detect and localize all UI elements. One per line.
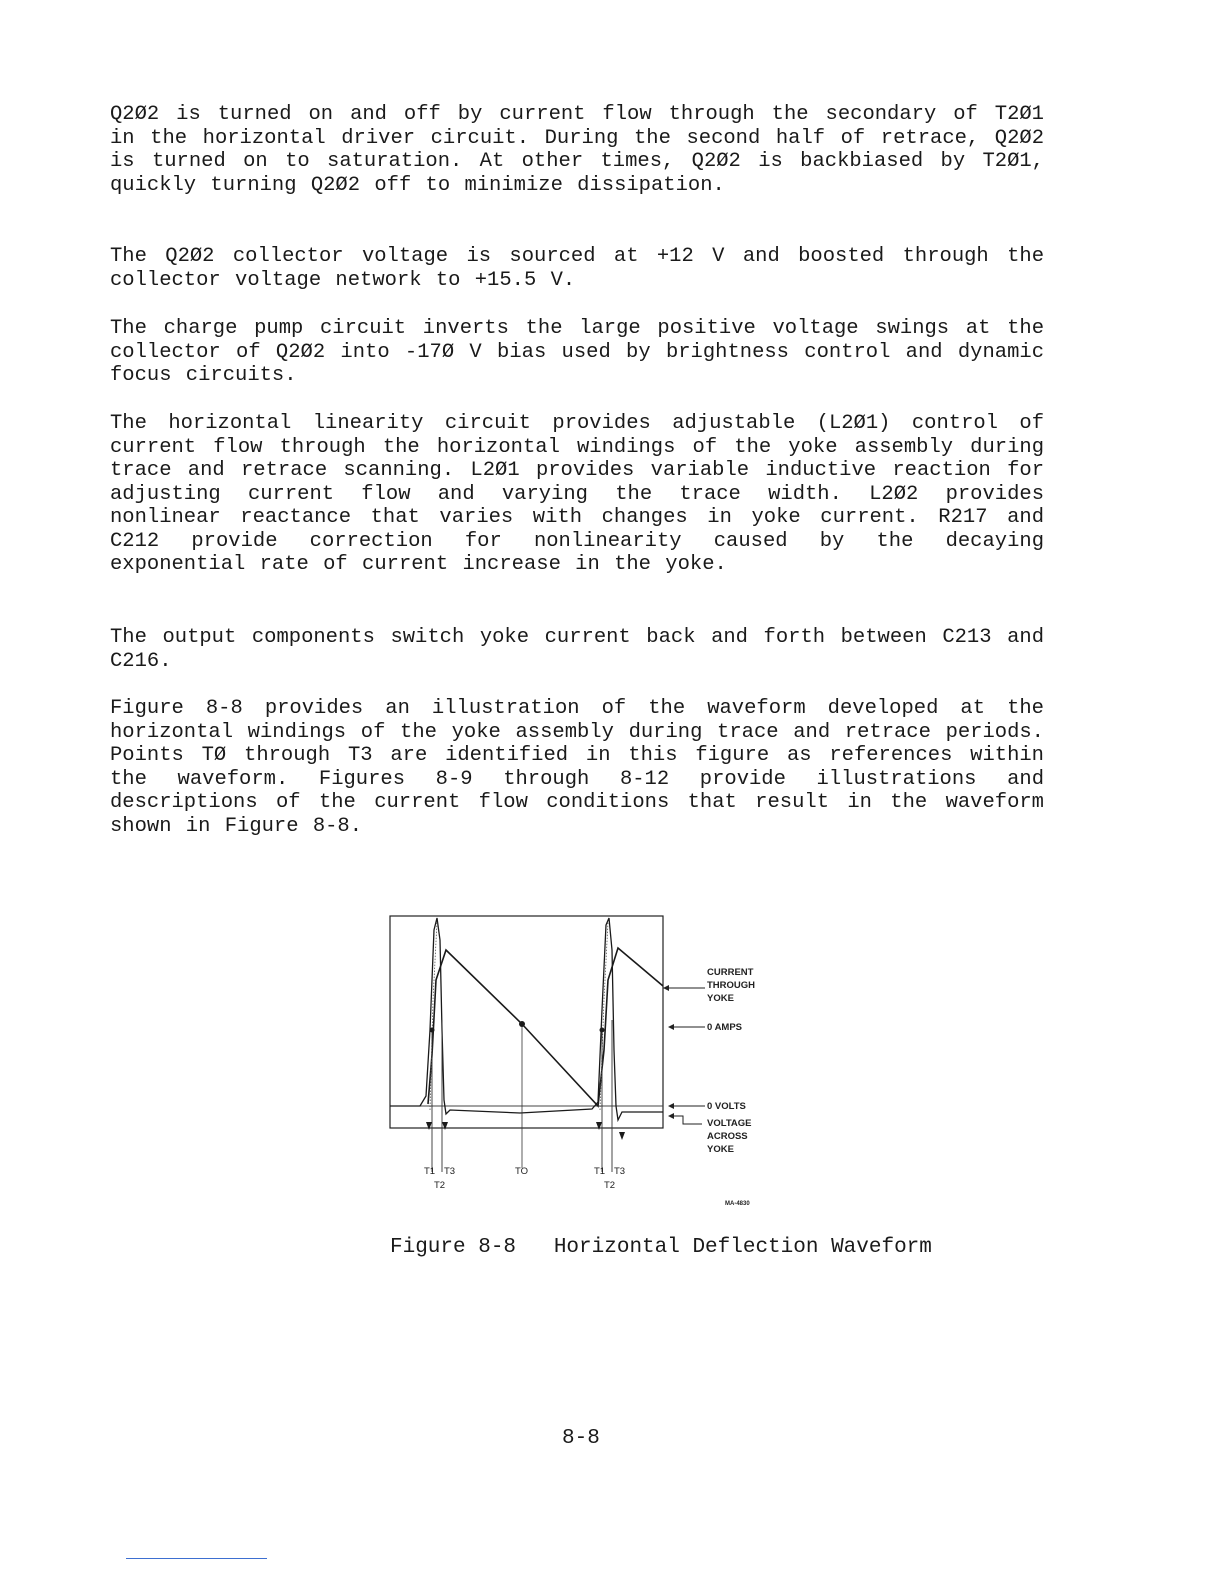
- marker-dot: [600, 1028, 605, 1033]
- voltage-across-yoke-label: VOLTAGE ACROSS YOKE: [707, 1118, 752, 1155]
- paragraph-q202-switching: Q2Ø2 is turned on and off by current flow through the secondary of T2Ø1 in the horizontal driver circuit. During the second half of retrace, Q2Ø2 is turned on to saturation. At other times, Q2Ø2 is backbiased by T2Ø1, quickly turning Q2Ø2 off to minimize dissipation.: [110, 103, 1044, 197]
- arrow-marker: [426, 1122, 432, 1130]
- footer-rule: [126, 1558, 267, 1559]
- figure-code: MA-4830: [725, 1201, 750, 1207]
- tick-t3: T3: [444, 1166, 456, 1177]
- deflection-waveform-figure: [380, 910, 800, 1215]
- arrow-marker: [619, 1132, 625, 1140]
- zero-amps-label: 0 AMPS: [707, 1022, 743, 1033]
- t0-dot: [519, 1021, 525, 1027]
- tick-t1: T1: [594, 1166, 606, 1177]
- paragraph-output-components: The output components switch yoke current back and forth between C213 and C216.: [110, 626, 1044, 673]
- arrow-icon: [668, 1024, 674, 1030]
- voltage-leader: [670, 1116, 702, 1124]
- marker-dot: [430, 1028, 435, 1033]
- voltage-waveform: [390, 918, 663, 1120]
- arrow-marker: [442, 1122, 448, 1130]
- tick-t0: TO: [515, 1166, 529, 1177]
- figure-caption: Figure 8-8 Horizontal Deflection Waveform: [390, 1236, 932, 1259]
- page-number: 8-8: [562, 1427, 600, 1450]
- arrow-icon: [668, 1103, 674, 1109]
- waveform-diagram: [380, 910, 800, 1215]
- paragraph-linearity-circuit: The horizontal linearity circuit provides adjustable (L2Ø1) control of current flow through the horizontal windings of the yoke assembly during trace and retrace scanning. L2Ø1 provides variable inductive reaction for adjusting current flow and varying the trace width. L2Ø2 provides nonlinear reactance that varies with changes in yoke current. R217 and C212 provide correction for nonlinearity caused by the decaying exponential rate of current increase in the yoke.: [110, 412, 1044, 576]
- arrow-icon: [668, 1113, 674, 1119]
- tick-t3: T3: [614, 1166, 626, 1177]
- arrow-icon: [663, 985, 669, 991]
- zero-volts-label: 0 VOLTS: [707, 1101, 746, 1112]
- tick-t2: T2: [604, 1180, 616, 1191]
- paragraph-charge-pump: The charge pump circuit inverts the large positive voltage swings at the collector of Q2Ø2 into -17Ø V bias used by brightness control and dynamic focus circuits.: [110, 317, 1044, 387]
- tick-t1: T1: [424, 1166, 436, 1177]
- arrow-marker: [596, 1122, 602, 1130]
- current-waveform: [428, 948, 663, 1106]
- current-through-yoke-label: CURRENT THROUGH YOKE: [707, 967, 756, 1004]
- paragraph-collector-voltage: The Q2Ø2 collector voltage is sourced at +12 V and boosted through the collector voltage network to +15.5 V.: [110, 245, 1044, 292]
- tick-t2: T2: [434, 1180, 446, 1191]
- paragraph-figure-reference: Figure 8-8 provides an illustration of the waveform developed at the horizontal windings of the yoke assembly during trace and retrace periods. Points TØ through T3 are identified in this figure as references within the waveform. Figures 8-9 through 8-12 provide illustrations and descriptions of the current flow conditions that result in the waveform shown in Figure 8-8.: [110, 697, 1044, 838]
